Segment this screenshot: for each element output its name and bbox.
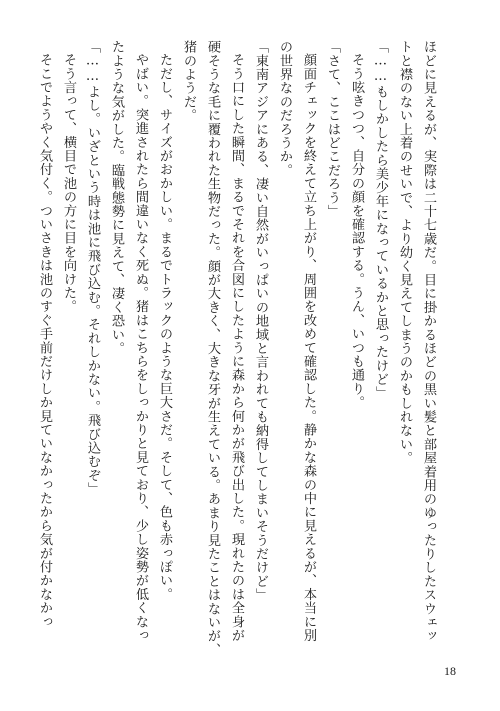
- vertical-text-block: [37, 40, 440, 657]
- text-line: やばい。突進されたら間違いなく死ぬ。猪はこちらをしっかりと見ており、少し姿勢が低くなっ: [133, 53, 148, 643]
- text-line: 「東南アジアにある、凄い自然がいっぱいの地域と言われても納得してしまいそうだけど」: [253, 40, 268, 602]
- text-line: そう呟きつつ、自分の顔を確認する。うん、いつも通り。: [349, 53, 364, 410]
- page-number: 18: [444, 664, 456, 678]
- text-line: の世界なのだろうか。: [277, 40, 292, 177]
- text-line: 「さて、ここはどこだろう」: [325, 40, 340, 219]
- text-line: 「……よし。いざという時は池に飛び込む。それしかない。飛び込むぞ」: [85, 40, 100, 496]
- text-line: そう言って、横目で池の方に目を向けた。: [61, 53, 76, 314]
- text-line: そう口にした瞬間、まるでそれを合図にしたように森から何かが飛び出した。現れたのは全身が: [229, 53, 244, 643]
- text-line: そこでようやく気付く。ついさきは池のすぐ手前だけしか見ていなかったから気が付かなかっ: [37, 53, 52, 629]
- text-line: たような気がした。臨戦態勢に見えて、凄く恐い。: [109, 40, 124, 356]
- text-line: ただし、サイズがおかしい。まるでトラックのような巨大さだ。そして、色も赤っぽい。: [157, 53, 172, 602]
- text-line: 硬そうな毛に覆われた生物だった。顔が大きく、大きな牙が生えている。あまり見たことはないが、: [205, 40, 220, 657]
- text-line: 顔面チェックを終えて立ち上がり、周囲を改めて確認した。静かな森の中に見えるが、本当に別: [301, 53, 316, 643]
- text-line: ほどに見えるが、実際は二十七歳だ。目に掛かるほどの黒い髪と部屋着用のゆったりしたスウェッ: [421, 40, 436, 643]
- text-line: 猪のようだ。: [181, 40, 196, 123]
- text-line: トと襟のない上着のせいで、より幼く見えてしまうのかもしれない。: [397, 40, 412, 465]
- text-line: 「……もしかしたら美少年になっているかと思ったけど」: [373, 40, 388, 400]
